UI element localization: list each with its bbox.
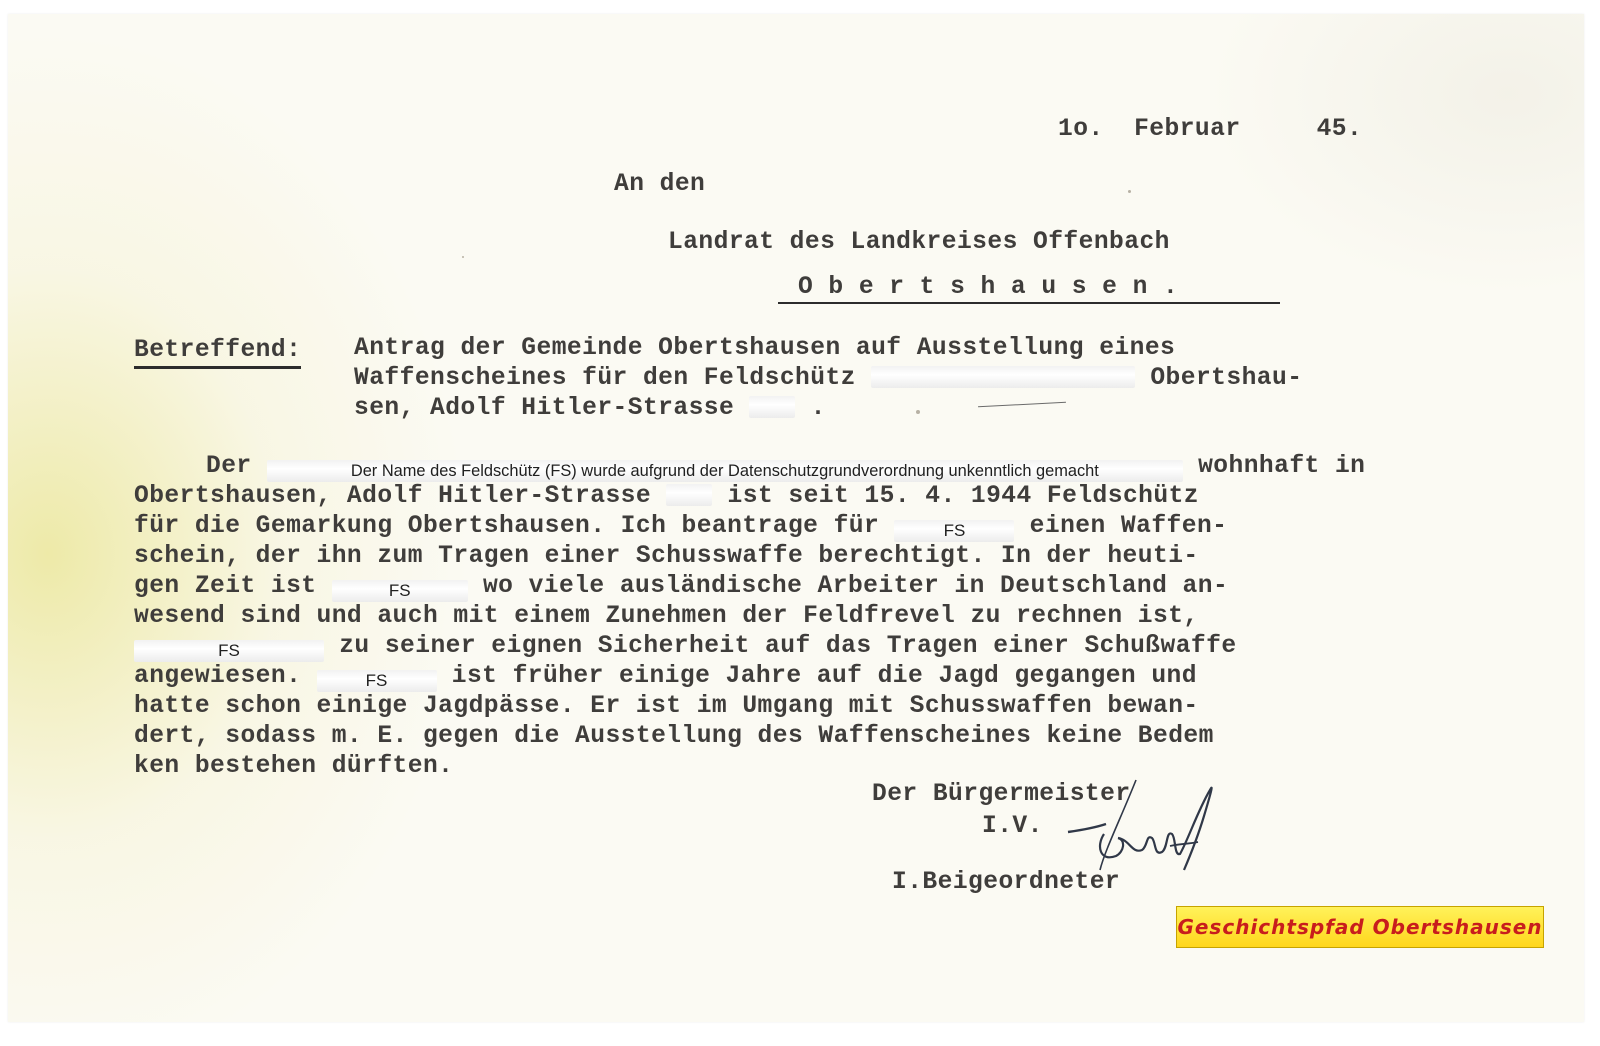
closing-iv: I.V. [982, 813, 1043, 840]
body-l1-end: wohnhaft in [1198, 453, 1366, 480]
closing-title: Der Bürgermeister [872, 781, 1131, 808]
subject-label-text: Betreffend: [134, 337, 301, 369]
subject-line-2b: Obertshau- [1150, 365, 1303, 392]
body-line-11: ken bestehen dürften. [134, 753, 454, 780]
handwritten-signature [1060, 760, 1240, 880]
subject-line-2a: Waffenscheines für den Feldschütz [354, 365, 856, 392]
body-line-4: schein, der ihn zum Tragen einer Schusswaffe berechtigt. In der heuti- [134, 543, 1199, 570]
recipient-salutation: An den [614, 171, 706, 198]
subject-line-1: Antrag der Gemeinde Obertshausen auf Ausstellung eines [354, 335, 1176, 362]
subject-line-3-end: . [810, 395, 826, 422]
letter-date [1058, 115, 1362, 145]
paper-speck [916, 410, 920, 414]
recipient-city: O b e r t s h a u s e n . [798, 274, 1179, 301]
redaction-fs: FS [317, 670, 437, 692]
redaction-box [871, 366, 1135, 388]
body-line-7 [134, 632, 1237, 662]
subject-line-3-text: sen, Adolf Hitler-Strasse [354, 395, 735, 422]
paper-speck [462, 256, 464, 258]
body-l3-a: für die Gemarkung Obertshausen. Ich beantrage für [134, 513, 880, 540]
body-line-8 [134, 662, 1197, 692]
body-line-6: wesend sind und auch mit einem Zunehmen der Feldfrevel zu rechnen ist, [134, 603, 1199, 630]
date-month: Februar [1134, 116, 1241, 143]
redaction-fs: FS [894, 520, 1014, 542]
date-day: 1o. [1058, 116, 1104, 143]
body-l7-b: zu seiner eignen Sicherheit auf das Tragen einer Schußwaffe [339, 633, 1237, 660]
body-line-5 [134, 572, 1228, 602]
subject-label [134, 336, 301, 366]
recipient-office: Landrat des Landkreises Offenbach [668, 229, 1170, 256]
redaction-fs: FS [134, 640, 324, 662]
body-l2-a: Obertshausen, Adolf Hitler-Strasse [134, 483, 652, 510]
subject-line-2 [354, 364, 1302, 394]
body-line-9: hatte schon einige Jagdpässe. Er ist im Umgang mit Schusswaffen bewan- [134, 693, 1199, 720]
redaction-box [666, 484, 712, 506]
geschichtspfad-badge: Geschichtspfad Obertshausen [1176, 906, 1544, 948]
closing-position: I.Beigeordneter [892, 869, 1121, 896]
date-year: 45. [1316, 116, 1363, 143]
redaction-notice: Der Name des Feldschütz (FS) wurde aufgrund der Datenschutzgrundverordnung unkenntlich gemacht [267, 460, 1183, 482]
body-line-1 [206, 452, 1365, 482]
body-l8-b: ist früher einige Jahre auf die Jagd gegangen und [451, 663, 1197, 690]
subject-line-3 [354, 394, 826, 424]
redaction-box [749, 396, 795, 418]
body-l8-a: angewiesen. [134, 663, 302, 690]
paper-speck [1128, 190, 1131, 193]
redaction-fs: FS [332, 580, 468, 602]
body-l1-start: Der [206, 453, 252, 480]
body-l3-b: einen Waffen- [1029, 513, 1228, 540]
body-line-3 [134, 512, 1227, 542]
body-l5-a: gen Zeit ist [134, 573, 317, 600]
recipient-city-underline [778, 302, 1280, 304]
body-l5-b: wo viele ausländische Arbeiter in Deutschland an- [482, 573, 1229, 600]
body-line-2 [134, 482, 1199, 512]
body-line-10: dert, sodass m. E. gegen die Ausstellung des Waffenscheines keine Bedem [134, 723, 1214, 750]
body-l2-b: ist seit 15. 4. 1944 Feldschütz [727, 483, 1200, 510]
